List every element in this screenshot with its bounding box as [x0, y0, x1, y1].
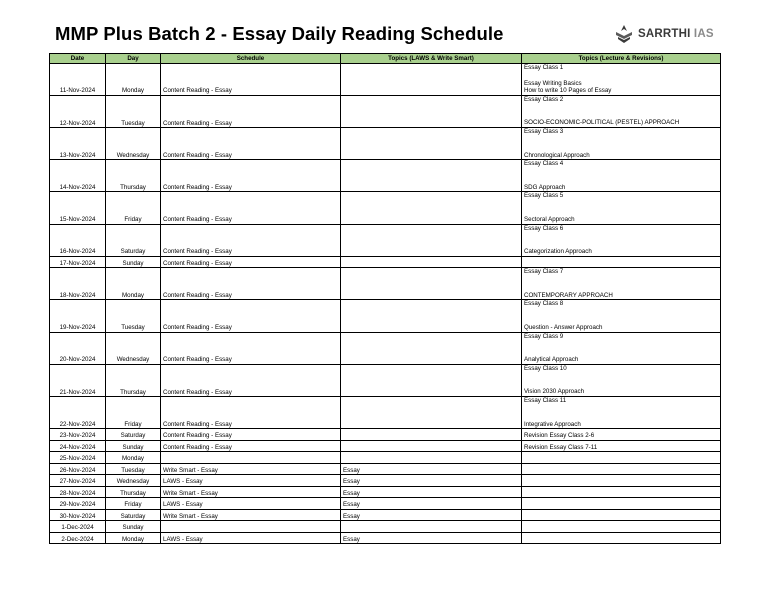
table-row [50, 532, 721, 544]
lecture-line: Essay Class 6 [524, 224, 564, 232]
topics-lecture-cell [522, 268, 721, 300]
topics-lecture-cell [522, 224, 721, 256]
date-cell: 1-Dec-2024 [50, 521, 106, 533]
schedule-cell: Content Reading - Essay [161, 160, 341, 192]
lecture-line [524, 136, 718, 144]
date-cell: 30-Nov-2024 [50, 509, 106, 521]
date-cell: 24-Nov-2024 [50, 440, 106, 452]
topics-laws-cell [341, 396, 522, 428]
date-cell: 23-Nov-2024 [50, 429, 106, 441]
column-header-day: Day [106, 54, 161, 64]
day-cell: Wednesday [106, 475, 161, 487]
topics-lecture-cell [522, 256, 721, 268]
lecture-line [524, 144, 718, 152]
lecture-line [524, 111, 718, 119]
date-cell: 26-Nov-2024 [50, 463, 106, 475]
topics-lecture-cell [522, 509, 721, 521]
table-row [50, 160, 721, 192]
topics-laws-cell [341, 452, 522, 464]
table-body [50, 64, 721, 544]
table-row [50, 300, 721, 332]
lecture-line: Categorization Approach [524, 248, 592, 256]
lecture-line: Essay Class 3 [524, 127, 564, 135]
day-cell: Thursday [106, 364, 161, 396]
table-row [50, 521, 721, 533]
lecture-line [524, 232, 718, 240]
topics-laws-cell: Essay [341, 498, 522, 510]
table-row [50, 396, 721, 428]
topics-lecture-cell [522, 532, 721, 544]
topics-laws-cell: Essay [341, 532, 522, 544]
table-header-row [50, 54, 721, 64]
lecture-line: Chronological Approach [524, 151, 590, 159]
date-cell: 11-Nov-2024 [50, 64, 106, 96]
schedule-cell: Write Smart - Essay [161, 509, 341, 521]
schedule-cell: LAWS - Essay [161, 498, 341, 510]
schedule-cell: Content Reading - Essay [161, 256, 341, 268]
date-cell: 21-Nov-2024 [50, 364, 106, 396]
day-cell: Sunday [106, 440, 161, 452]
table-row [50, 440, 721, 452]
lecture-line: Essay Class 11 [524, 396, 567, 404]
lecture-line [524, 276, 718, 284]
schedule-cell: LAWS - Essay [161, 475, 341, 487]
lecture-line [524, 340, 718, 348]
lecture-line: SOCIO-ECONOMIC-POLITICAL (PESTEL) APPROACH [524, 119, 680, 127]
table-row [50, 95, 721, 127]
date-cell: 2-Dec-2024 [50, 532, 106, 544]
lecture-line: Essay Class 9 [524, 332, 564, 340]
topics-laws-cell [341, 160, 522, 192]
topics-lecture-cell [522, 452, 721, 464]
topics-lecture-cell [522, 332, 721, 364]
lecture-line [524, 103, 718, 111]
day-cell: Monday [106, 452, 161, 464]
schedule-cell: Content Reading - Essay [161, 396, 341, 428]
lecture-line: CONTEMPORARY APPROACH [524, 291, 613, 299]
date-cell: 20-Nov-2024 [50, 332, 106, 364]
day-cell: Monday [106, 532, 161, 544]
table-row [50, 364, 721, 396]
schedule-cell: Content Reading - Essay [161, 64, 341, 96]
topics-laws-cell [341, 192, 522, 224]
date-cell: 25-Nov-2024 [50, 452, 106, 464]
day-cell: Thursday [106, 486, 161, 498]
topics-lecture-cell [522, 300, 721, 332]
table-row [50, 127, 721, 159]
day-cell: Sunday [106, 521, 161, 533]
table-row [50, 498, 721, 510]
page-title: MMP Plus Batch 2 - Essay Daily Reading Schedule [55, 23, 504, 44]
day-cell: Friday [106, 498, 161, 510]
table-row [50, 509, 721, 521]
topics-laws-cell: Essay [341, 509, 522, 521]
sarrthi-logo-icon [613, 24, 635, 44]
day-cell: Tuesday [106, 95, 161, 127]
lecture-line: Essay Class 8 [524, 300, 564, 308]
topics-lecture-cell: Revision Essay Class 2-6 [522, 429, 721, 441]
schedule-cell: Content Reading - Essay [161, 192, 341, 224]
lecture-line: Essay Writing Basics [524, 79, 582, 87]
topics-laws-cell [341, 127, 522, 159]
topics-laws-cell [341, 256, 522, 268]
lecture-line [524, 316, 718, 324]
date-cell: 13-Nov-2024 [50, 127, 106, 159]
lecture-line [524, 200, 718, 208]
brand-logo [613, 24, 714, 44]
date-cell: 27-Nov-2024 [50, 475, 106, 487]
day-cell: Monday [106, 268, 161, 300]
schedule-cell: Content Reading - Essay [161, 95, 341, 127]
day-cell: Tuesday [106, 463, 161, 475]
day-cell: Saturday [106, 429, 161, 441]
date-cell: 15-Nov-2024 [50, 192, 106, 224]
day-cell: Saturday [106, 224, 161, 256]
topics-lecture-cell [522, 396, 721, 428]
lecture-line [524, 240, 718, 248]
lecture-line [524, 405, 718, 413]
topics-laws-cell: Essay [341, 486, 522, 498]
day-cell: Friday [106, 192, 161, 224]
date-cell: 14-Nov-2024 [50, 160, 106, 192]
column-header-schedule: Schedule [161, 54, 341, 64]
day-cell: Wednesday [106, 127, 161, 159]
table-row [50, 224, 721, 256]
lecture-line: Essay Class 10 [524, 364, 567, 372]
topics-lecture-cell [522, 486, 721, 498]
lecture-line: Analytical Approach [524, 356, 579, 364]
schedule-cell: Content Reading - Essay [161, 268, 341, 300]
date-cell: 17-Nov-2024 [50, 256, 106, 268]
topics-laws-cell [341, 364, 522, 396]
lecture-line: Essay Class 7 [524, 268, 564, 276]
lecture-line: Integrative Approach [524, 420, 581, 428]
table-row [50, 268, 721, 300]
date-cell: 28-Nov-2024 [50, 486, 106, 498]
topics-laws-cell [341, 521, 522, 533]
table-row [50, 64, 721, 96]
topics-lecture-cell [522, 498, 721, 510]
lecture-line: Sectoral Approach [524, 215, 575, 223]
lecture-line [524, 208, 718, 216]
table-row [50, 463, 721, 475]
lecture-line [524, 348, 718, 356]
date-cell: 16-Nov-2024 [50, 224, 106, 256]
brand-name: SARRTHI IAS [638, 28, 714, 40]
schedule-cell: Content Reading - Essay [161, 429, 341, 441]
date-cell: 18-Nov-2024 [50, 268, 106, 300]
topics-laws-cell [341, 440, 522, 452]
table-row [50, 452, 721, 464]
topics-lecture-cell: Revision Essay Class 7-11 [522, 440, 721, 452]
lecture-line [524, 380, 718, 388]
day-cell: Tuesday [106, 300, 161, 332]
topics-laws-cell [341, 429, 522, 441]
column-header-topics-laws: Topics (LAWS & Write Smart) [341, 54, 522, 64]
lecture-line [524, 284, 718, 292]
schedule-cell: Content Reading - Essay [161, 127, 341, 159]
topics-laws-cell: Essay [341, 463, 522, 475]
schedule-cell [161, 452, 341, 464]
lecture-line: Vision 2030 Approach [524, 388, 585, 396]
day-cell: Thursday [106, 160, 161, 192]
topics-laws-cell: Essay [341, 475, 522, 487]
lecture-line [524, 372, 718, 380]
schedule-cell: Content Reading - Essay [161, 300, 341, 332]
table-row [50, 486, 721, 498]
lecture-line: Essay Class 5 [524, 192, 564, 200]
table-row [50, 475, 721, 487]
day-cell: Wednesday [106, 332, 161, 364]
schedule-cell: Content Reading - Essay [161, 364, 341, 396]
lecture-line [524, 72, 718, 80]
lecture-line: How to write 10 Pages of Essay [524, 87, 612, 95]
schedule-cell: LAWS - Essay [161, 532, 341, 544]
schedule-table [49, 53, 721, 544]
lecture-line: SDG Approach [524, 183, 566, 191]
table-row [50, 429, 721, 441]
topics-laws-cell [341, 224, 522, 256]
column-header-topics-lecture: Topics (Lecture & Revisions) [522, 54, 721, 64]
table-row [50, 332, 721, 364]
date-cell: 29-Nov-2024 [50, 498, 106, 510]
date-cell: 22-Nov-2024 [50, 396, 106, 428]
schedule-cell: Content Reading - Essay [161, 224, 341, 256]
schedule-cell: Content Reading - Essay [161, 332, 341, 364]
topics-laws-cell [341, 95, 522, 127]
topics-laws-cell [341, 64, 522, 96]
topics-lecture-cell [522, 160, 721, 192]
topics-lecture-cell [522, 463, 721, 475]
lecture-line: Essay Class 4 [524, 160, 564, 168]
topics-laws-cell [341, 300, 522, 332]
table-row [50, 256, 721, 268]
column-header-date: Date [50, 54, 106, 64]
lecture-line: Essay Class 2 [524, 95, 564, 103]
topics-lecture-cell [522, 475, 721, 487]
date-cell: 19-Nov-2024 [50, 300, 106, 332]
date-cell: 12-Nov-2024 [50, 95, 106, 127]
lecture-line: Question - Answer Approach [524, 324, 603, 331]
topics-lecture-cell [522, 364, 721, 396]
topics-laws-cell [341, 332, 522, 364]
schedule-cell: Write Smart - Essay [161, 486, 341, 498]
day-cell: Friday [106, 396, 161, 428]
topics-laws-cell [341, 268, 522, 300]
topics-lecture-cell [522, 95, 721, 127]
day-cell: Sunday [106, 256, 161, 268]
day-cell: Saturday [106, 509, 161, 521]
schedule-cell: Content Reading - Essay [161, 440, 341, 452]
day-cell: Monday [106, 64, 161, 96]
topics-lecture-cell [522, 64, 721, 96]
lecture-line [524, 413, 718, 421]
schedule-cell [161, 521, 341, 533]
lecture-line: Essay Class 1 [524, 64, 564, 71]
lecture-line [524, 168, 718, 176]
lecture-line [524, 308, 718, 316]
topics-lecture-cell [522, 192, 721, 224]
topics-lecture-cell [522, 127, 721, 159]
table-row [50, 192, 721, 224]
lecture-line [524, 176, 718, 184]
topics-lecture-cell [522, 521, 721, 533]
schedule-cell: Write Smart - Essay [161, 463, 341, 475]
